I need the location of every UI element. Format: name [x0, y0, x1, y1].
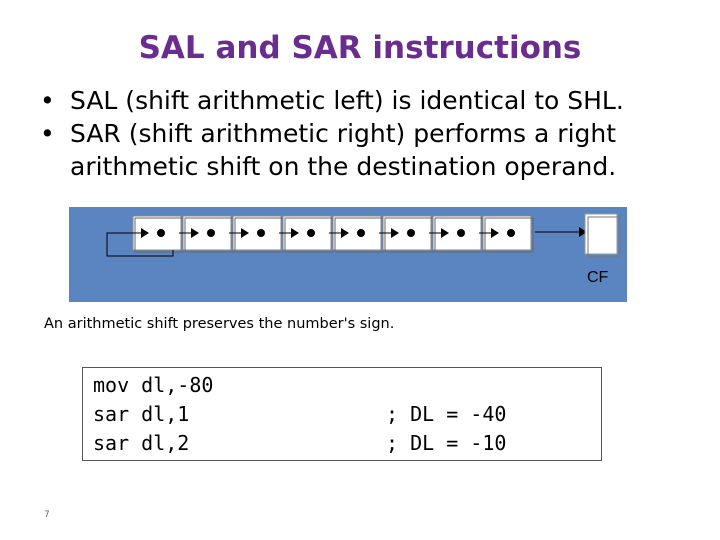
slide-number: 7 — [44, 510, 50, 520]
bullet-text: SAL (shift arithmetic left) is identical to SHL. — [70, 86, 624, 115]
bullet-item — [40, 117, 690, 183]
code-box — [82, 367, 602, 461]
bit-dot-icon — [257, 229, 265, 237]
bit-dot-icon — [457, 229, 465, 237]
bit-dot-icon — [507, 229, 515, 237]
code-comment: ; DL = -40 — [386, 402, 507, 426]
sar-shift-diagram — [69, 207, 627, 302]
bullet-text: SAR (shift arithmetic right) performs a right arithmetic shift on the destination operand. — [70, 119, 617, 181]
code-instruction: sar dl,1 — [93, 402, 190, 426]
bit-dot-icon — [407, 229, 415, 237]
bit-dot-icon — [157, 229, 165, 237]
bullet-dot-icon: • — [40, 86, 55, 115]
code-instruction: sar dl,2 — [93, 431, 190, 455]
register-cells — [129, 216, 533, 252]
carry-flag-box — [585, 214, 617, 254]
code-comment: ; DL = -10 — [386, 431, 507, 455]
bit-dot-icon — [357, 229, 365, 237]
bullet-dot-icon: • — [40, 119, 55, 148]
caption: An arithmetic shift preserves the number's sign. — [44, 316, 395, 332]
bit-dot-icon — [307, 229, 315, 237]
slide-title: SAL and SAR instructions — [138, 30, 582, 66]
carry-flag-label: CF — [587, 269, 609, 286]
bit-dot-icon — [207, 229, 215, 237]
code-instruction: mov dl,-80 — [93, 373, 214, 397]
bullet-item — [40, 84, 690, 117]
bullet-list — [40, 84, 690, 183]
